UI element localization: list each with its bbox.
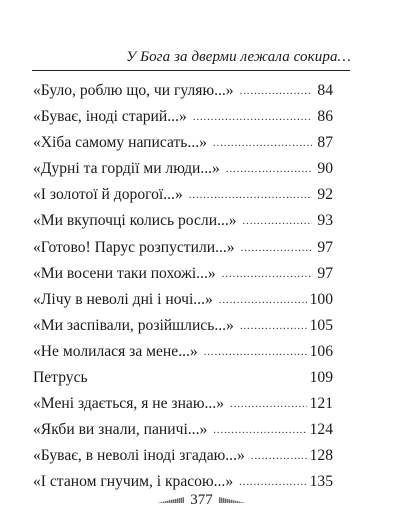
folio-ornament-right [219, 497, 246, 503]
toc-entry-page: 84 [317, 82, 333, 99]
toc-entry-page: 86 [317, 108, 333, 126]
toc-entry [33, 365, 333, 391]
toc-entry-title: «Ми заспівали, розійшлись...» [33, 316, 234, 334]
toc-entry-title: «Мені здається, я не знаю...» [33, 395, 225, 413]
toc-entry-page: 121 [309, 395, 333, 413]
toc-entry-page: 87 [317, 134, 333, 152]
toc-entry-page: 92 [317, 186, 333, 204]
running-head: У Бога за дверми лежала сокира… [126, 49, 351, 65]
toc-entry-title: «Буває, в неволі іноді згадаю...» [33, 447, 245, 465]
page-footer [0, 492, 403, 508]
toc-entry [33, 443, 333, 469]
toc-entry-title: «Якби ви знали, паничі...» [33, 421, 208, 439]
page-number: 377 [190, 492, 213, 508]
toc-entry-title: «Дурні та гордії ми люди...» [33, 160, 220, 178]
toc-entry-page: 97 [317, 264, 333, 282]
toc-dot-leader [226, 156, 312, 182]
toc-entry-title: «Ми восени таки похожі...» [33, 264, 216, 282]
toc-entry-page: 105 [309, 316, 333, 334]
toc-dot-leader [240, 313, 307, 339]
toc-dot-leader [219, 287, 307, 313]
toc-entry-page: 106 [309, 342, 333, 360]
header-rule [32, 70, 350, 71]
toc-dot-leader [189, 182, 312, 208]
toc-entry-page: 135 [309, 473, 333, 491]
toc-entry-page: 90 [317, 160, 333, 178]
toc-entry [33, 104, 333, 130]
toc-dot-leader [241, 235, 312, 261]
toc-entry-page: 93 [317, 212, 333, 230]
toc-dot-leader [240, 78, 312, 104]
toc-entry [33, 208, 333, 234]
toc-dot-leader [193, 104, 312, 130]
toc-entry [33, 130, 333, 156]
toc-entry [33, 182, 333, 208]
toc-entry [33, 156, 333, 182]
toc-entry-page: 124 [309, 421, 333, 439]
toc-dot-leader [243, 208, 312, 234]
toc-entry [33, 339, 333, 365]
toc-entry-title: «Буває, іноді старий...» [33, 108, 187, 126]
toc-entry-title: «Лічу в неволі дні і ночі...» [33, 290, 213, 308]
toc-dot-leader [230, 391, 307, 417]
toc-entry [33, 313, 333, 339]
toc-entry-page: 128 [309, 447, 333, 465]
toc-entry [33, 391, 333, 417]
toc-dot-leader [213, 417, 306, 443]
toc-entry [33, 78, 333, 104]
folio-ornament-left [157, 497, 184, 503]
toc-dot-leader [213, 130, 312, 156]
toc-entry-page: 109 [309, 369, 333, 387]
toc-entry-title: «І станом гнучим, і красою...» [33, 473, 234, 491]
toc-entry-title: «І золотої й дорогої...» [33, 186, 183, 204]
toc-dot-leader [251, 443, 307, 469]
toc-entry-page: 100 [309, 290, 333, 308]
toc-dot-leader [204, 339, 307, 365]
toc-entry [33, 235, 333, 261]
toc-entry-title: Петрусь [33, 369, 88, 387]
toc-entry-title: «Готово! Парус розпустили...» [33, 238, 235, 256]
toc-entry-title: «Було, роблю що, чи гуляю...» [33, 82, 234, 99]
toc-entry-title: «Ми вкупочці колись росли...» [33, 212, 237, 230]
toc-entry [33, 287, 333, 313]
table-of-contents [33, 78, 333, 496]
toc-dot-leader [222, 261, 312, 287]
toc-entry-title: «Хіба самому написать...» [33, 134, 207, 152]
toc-entry [33, 417, 333, 443]
toc-entry [33, 261, 333, 287]
toc-entry-page: 97 [317, 238, 333, 256]
toc-entry-title: «Не молилася за мене...» [33, 342, 198, 360]
